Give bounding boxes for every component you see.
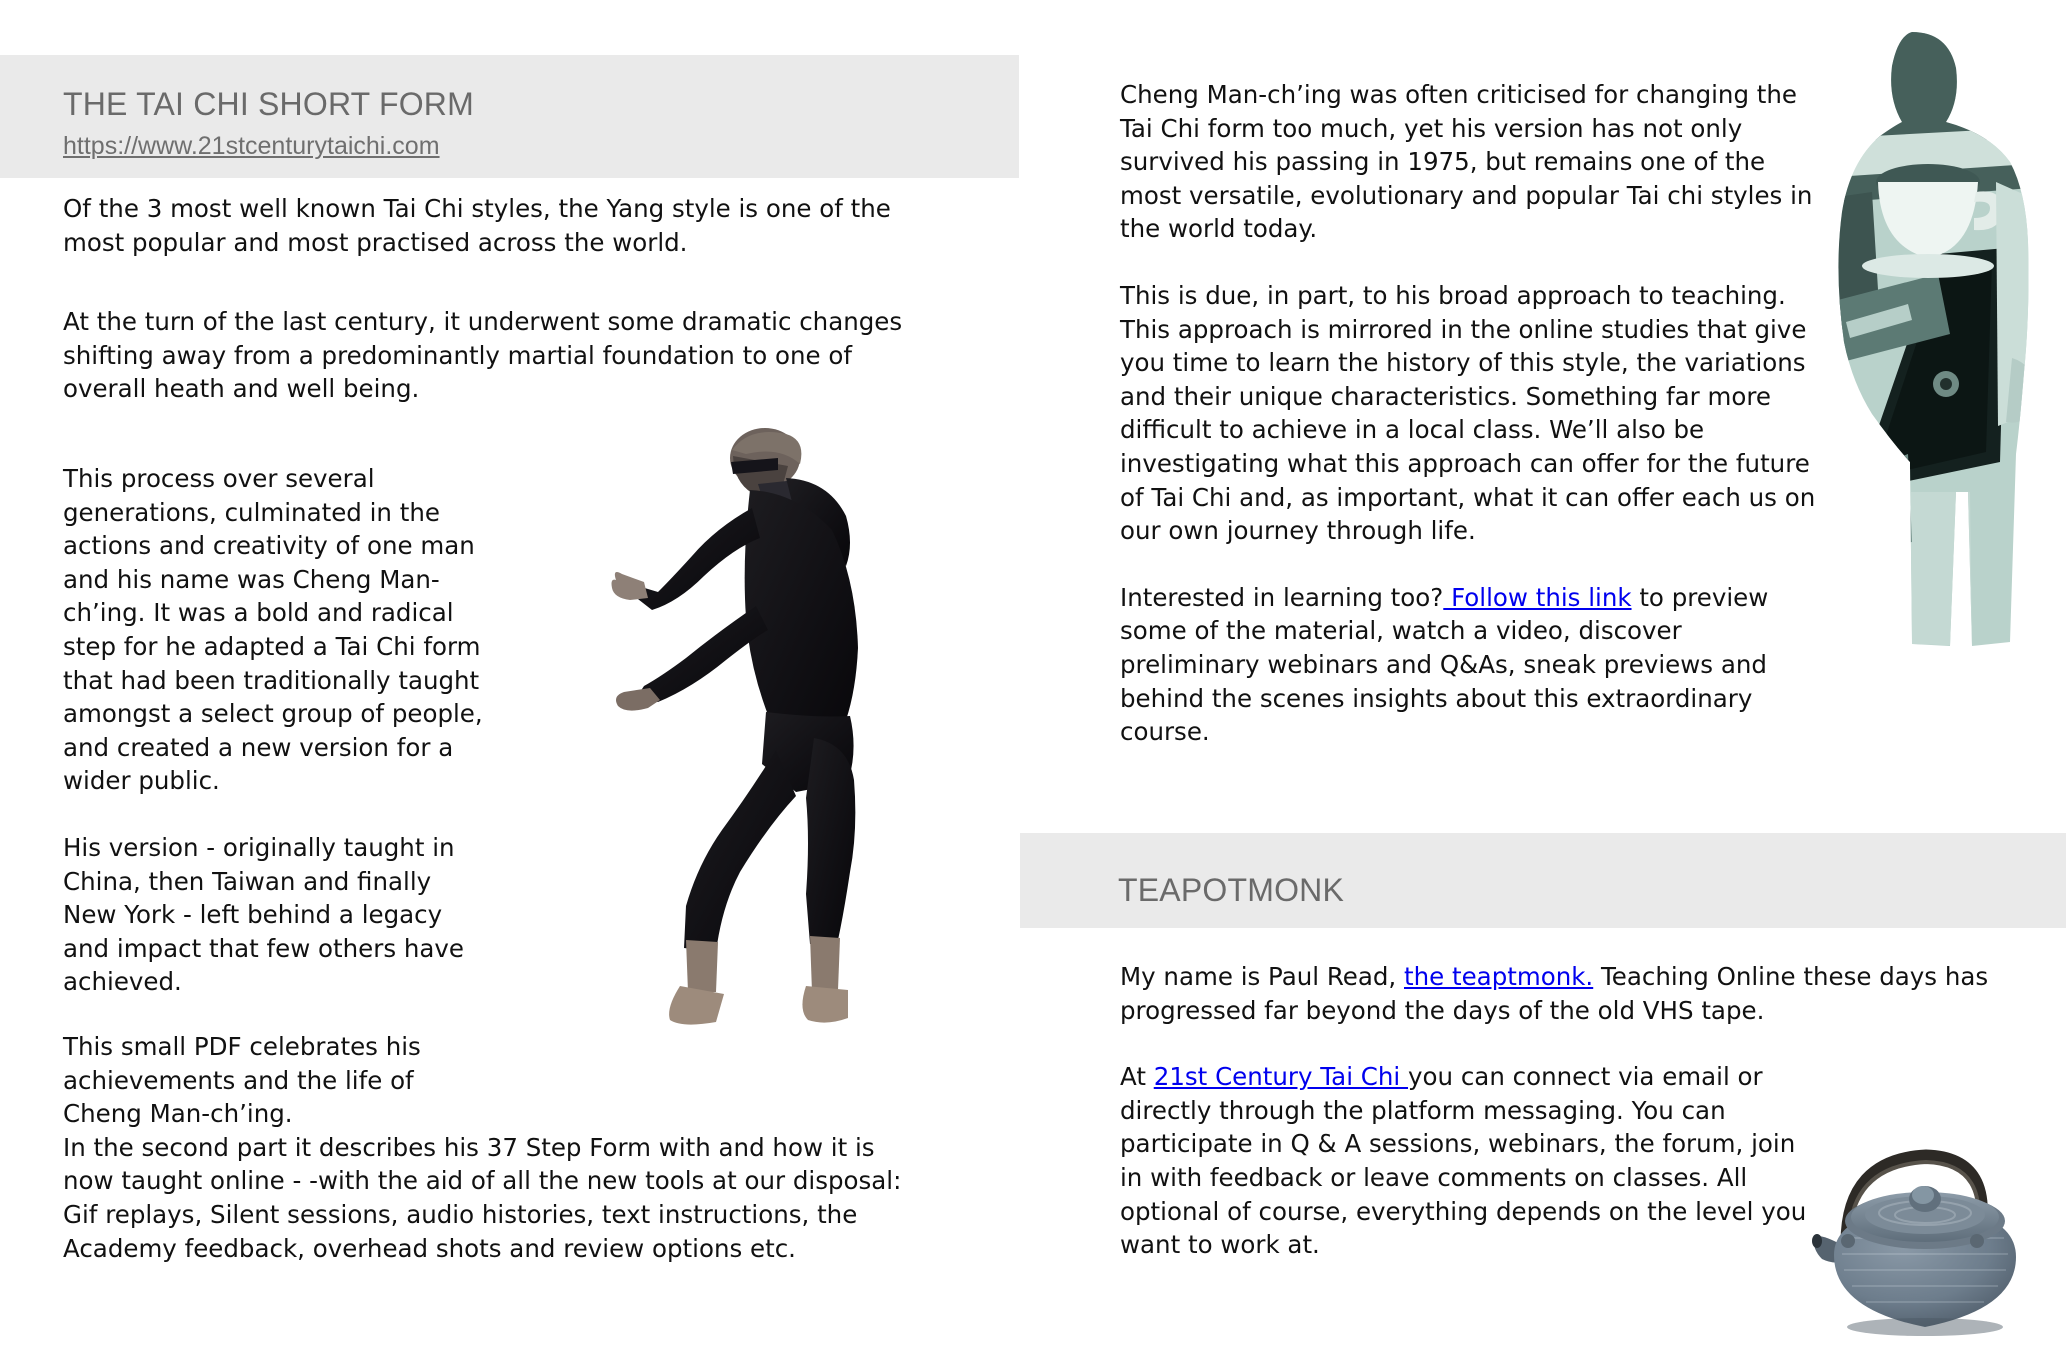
paragraph: His version - originally taught in China, then Taiwan and finally New York - left behind a legacy and impact that few others have achieved. bbox=[63, 832, 464, 997]
paragraph-text: My name is Paul Read, bbox=[1120, 962, 1404, 991]
teapotmonk-section-title: TEAPOTMONK bbox=[1118, 872, 1345, 908]
left-column-bottom bbox=[63, 1030, 903, 1265]
paragraph: In the second part it describes his 37 Step Form with and how it is now taught online - -with the aid of all the new tools at our disposal: Gif replays, Silent sessions, audio histories, text instructions, the Academy feedback, overhead shots and review options etc. bbox=[63, 1132, 902, 1263]
paragraph: Cheng Man-ch’ing was often criticised for changing the Tai Chi form too much, yet his version has not only survived his passing in 1975, but remains one of the most versatile, evolutionary and popular Tai chi styles in the world today. bbox=[1120, 80, 1813, 244]
follow-this-link[interactable]: Follow this link bbox=[1443, 582, 1632, 612]
paragraph: This process over several generations, culminated in the actions and creativity of one man and his name was Cheng Man-ch’ing. It was a bold and radical step for he adapted a Tai Chi form that had been traditionally taught amongst a select group of people, and created a new version for a wider public. bbox=[63, 464, 483, 796]
paragraph-with-link bbox=[1120, 1060, 1820, 1262]
teal-silhouette-image bbox=[1760, 22, 2060, 662]
paragraph: Of the 3 most well known Tai Chi styles, the Yang style is one of the most popular and most practised across the world. bbox=[63, 194, 891, 257]
paragraph-text: Interested in learning too? bbox=[1120, 582, 1444, 612]
paragraph: At the turn of the last century, it underwent some dramatic changes shifting away from a predominantly martial foundation to one of overall heath and well being. bbox=[63, 307, 903, 404]
paragraph-text: you can connect via email or directly through the platform messaging. You can participate in Q & A sessions, webinars, the forum, join in with feedback or leave comments on classes. All optional of course, everything depends on the level you want to work at. bbox=[1120, 1062, 1807, 1260]
left-column-second-paragraph bbox=[63, 305, 908, 406]
paragraph-with-link bbox=[1120, 581, 1820, 749]
paragraph-text: to preview some of the material, watch a video, discover preliminary webinars and Q&As, sneak previews and behind the scenes insights about this extraordinary course. bbox=[1120, 582, 1769, 747]
paragraph-text: Teaching Online these days has progressed far beyond the days of the old VHS tape. bbox=[1120, 962, 1989, 1025]
right-column-top bbox=[1120, 78, 1820, 782]
left-column-intro bbox=[63, 192, 903, 292]
website-url-link[interactable]: https://www.21stcenturytaichi.com bbox=[63, 132, 440, 160]
paragraph-with-link bbox=[1120, 960, 2000, 1027]
paragraph: This is due, in part, to his broad approach to teaching. This approach is mirrored in the online studies that give you time to learn the history of this style, the variations and their unique characteristics. Something far more difficult to achieve in a local class. We’ll also be investigating what this approach can offer for the future of Tai Chi and, as important, what it can offer each us on our own journey through life. bbox=[1120, 280, 1816, 546]
paragraph-text: At bbox=[1120, 1062, 1154, 1092]
teapot-image bbox=[1812, 1133, 2038, 1348]
teaptmonk-link[interactable]: the teaptmonk. bbox=[1404, 962, 1594, 991]
paragraph: This small PDF celebrates his achievements and the life of Cheng Man-ch’ing. bbox=[63, 1032, 421, 1129]
page-title: THE TAI CHI SHORT FORM bbox=[63, 86, 474, 122]
tai-chi-practitioner-image bbox=[600, 420, 900, 1060]
21st-century-tai-chi-link[interactable]: 21st Century Tai Chi bbox=[1153, 1062, 1409, 1092]
left-column-narrow bbox=[63, 462, 483, 1032]
